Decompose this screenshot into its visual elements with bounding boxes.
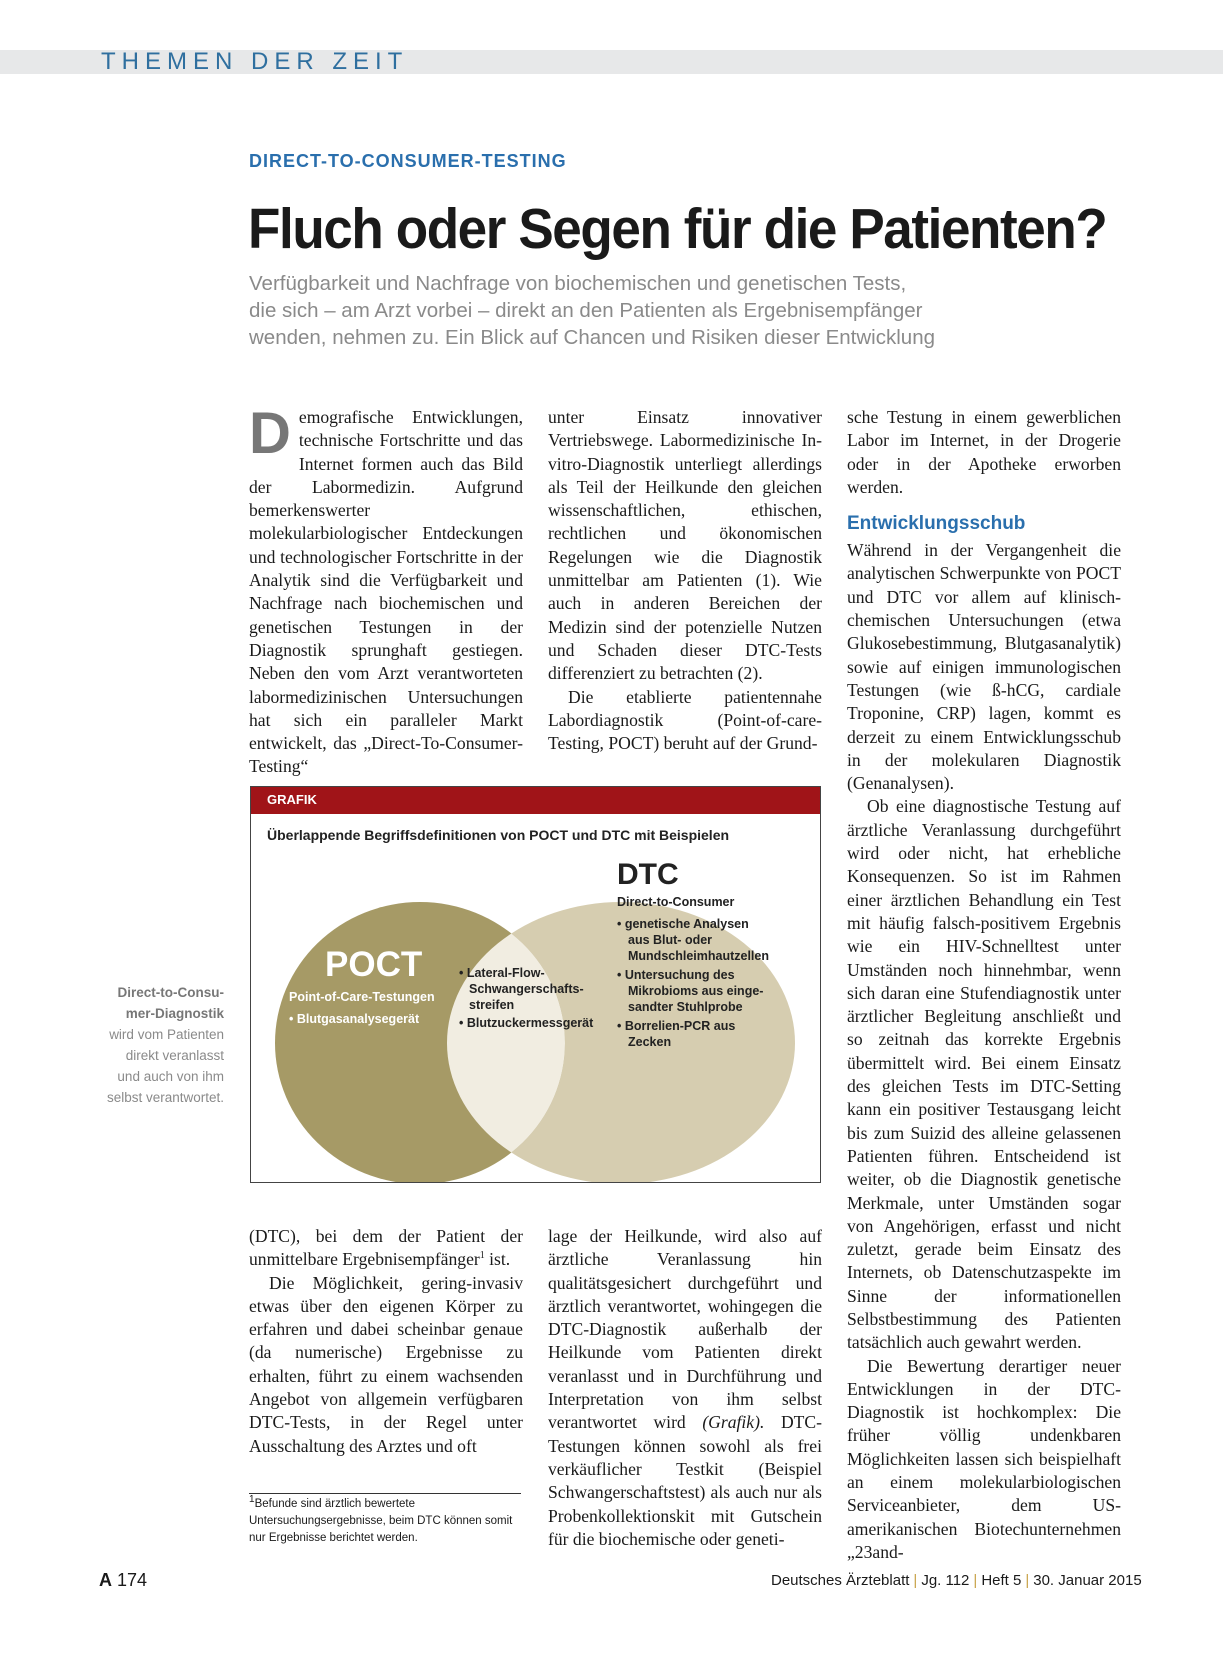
- overlap-line: Schwangerschafts-: [469, 982, 584, 996]
- dtc-line: • genetische Analysen: [617, 917, 749, 931]
- paragraph: Die Bewertung derartiger neuer Entwicklungen in der DTC-Diagnostik ist hochkomplex: Die früher völlig undenkbaren Möglichkeiten lassen sich beispielhaft an einem molekularbiologischen Serviceanbieter, dem US-amerikanischen Biotechunternehmen „23and-: [847, 1355, 1121, 1562]
- journal-date: 30. Januar 2015: [1033, 1572, 1142, 1589]
- venn-diagram: [251, 787, 820, 1182]
- section-label: THEMEN DER ZEIT: [101, 48, 409, 75]
- margin-note-line: direkt veranlasst: [125, 1048, 224, 1063]
- graphic-reference: (Grafik).: [702, 1412, 765, 1433]
- poct-abbr: POCT: [325, 945, 423, 984]
- column-1-top: [249, 401, 523, 779]
- dtc-line: Mikrobioms aus einge-: [628, 984, 764, 998]
- lead-line: Verfügbarkeit und Nachfrage von biochemischen und genetischen Tests,: [249, 272, 907, 295]
- dtc-full: Direct-to-Consumer: [617, 895, 735, 909]
- paragraph-end: ist.: [484, 1249, 511, 1270]
- column-2-bottom: [548, 1225, 822, 1551]
- margin-note-line: wird vom Patienten: [109, 1027, 224, 1042]
- dropcap: D: [249, 401, 291, 466]
- page-number: [99, 1570, 147, 1591]
- lead-line: wenden, nehmen zu. Ein Blick auf Chancen und Risiken dieser Entwicklung: [249, 326, 935, 349]
- dtc-line: Mundschleimhautzellen: [628, 949, 769, 963]
- dtc-line: sandter Stuhlprobe: [628, 1000, 743, 1014]
- journal-footer: Deutsches Ärzteblatt | Jg. 112 | Heft 5 | 30. Januar 2015: [771, 1572, 1142, 1589]
- paragraph: Ob eine diagnostische Testung auf ärztliche Veranlassung durchgeführt wird oder nicht, hat erhebliche Konsequenzen. So ist im Rahmen einer ärztlichen Behandlung ein Test mit häufig falsch-positivem Ergebnis wie ein HIV-Schnelltest unter Umständen noch hinnehmbar, wenn sich daran eine Stufendiagnostik unter ärztlicher Begleitung anschließt und so zeitnah das korrekte Ergebnis übermittelt wird. Bei einem Einsatz des gleichen Tests im DTC-Setting kann ein positiver Testausgang leicht bis zum Suizid des alleine gelassenen Patienten führen. Entscheidend ist weiter, ob die Diagnostik genetische Merkmale, unter Umständen sogar von Angehörigen, erfasst und nicht zuletzt, gerade beim Einsatz des Internets, ob Datenschutzaspekte im Sinne der informationellen Selbstbestimmung des Patienten tatsächlich auch gewahrt werden.: [847, 796, 1121, 1353]
- margin-note-bold: Direct-to-Consu-: [117, 985, 224, 1000]
- footnote-marker: 1: [479, 1250, 485, 1262]
- paragraph: unter Einsatz innovativer Vertriebswege. Labormedizinische In-vitro-Diagnostik unterliegt allerdings als Teil der Heilkunde den gleichen wissenschaftlichen, ethischen, rechtlichen und ökonomischen Regelungen wie die Diagnostik unmittelbar am Patienten (1). Wie auch in anderen Bereichen der Medizin sind der potenzielle Nutzen und Schaden dieser DTC-Tests differenziert zu betrachten (2).: [548, 407, 822, 684]
- margin-note: [98, 982, 224, 1108]
- paragraph: lage der Heilkunde, wird also auf ärztliche Veranlassung hin qualitätsgesichert durchgeführt und ärztlich verantwortet, wohingegen die DTC-Diagnostik außerhalb der Heilkunde vom Patienten direkt veranlasst und in Durchführung und Interpretation von ihm selbst verantwortet wird: [548, 1226, 822, 1433]
- lead-line: die sich – am Arzt vorbei – direkt an den Patienten als Ergebnisempfänger: [249, 299, 923, 322]
- paragraph: emografische Entwicklungen, technische Fortschritte und das Internet formen auch das Bild der Labormedizin. Aufgrund bemerkenswerter molekularbiologischer Entdeckungen und technologischer Fortschritte in der Analytik sind die Verfügbarkeit und Nachfrage nach biochemischen und genetischen Testungen in der Diagnostik sprunghaft gestiegen. Neben den vom Arzt verantworteten labormedizinischen Untersuchungen hat sich ein paralleler Markt entwickelt, das „Direct-To-Consumer-Testing“: [249, 407, 523, 777]
- dtc-line: • Untersuchung des: [617, 968, 735, 982]
- paragraph: (DTC), bei dem der Patient der unmittelbare Ergebnisempfänger: [249, 1226, 523, 1270]
- overlap-line: • Blutzuckermessgerät: [459, 1016, 594, 1030]
- overlap-line: • Lateral-Flow-: [459, 966, 545, 980]
- dtc-line: aus Blut- oder: [628, 933, 713, 947]
- dtc-line: Zecken: [628, 1035, 672, 1049]
- subheading: Entwicklungsschub: [847, 513, 1026, 535]
- footnote-rule: [249, 1493, 521, 1494]
- poct-full: Point-of-Care-Testungen: [289, 990, 435, 1004]
- article-title: Fluch oder Segen für die Patienten?: [248, 197, 1107, 261]
- journal-volume: Jg. 112: [921, 1572, 970, 1589]
- venn-graphic: [250, 786, 821, 1183]
- margin-note-line: selbst verantwortet.: [106, 1090, 224, 1105]
- dtc-abbr: DTC: [617, 858, 679, 891]
- dtc-line: • Borrelien-PCR aus: [617, 1019, 736, 1033]
- poct-example: • Blutgasanalysegerät: [289, 1012, 420, 1026]
- journal-name: Deutsches Ärzteblatt: [771, 1572, 910, 1589]
- paragraph: Während in der Vergangenheit die analytischen Schwerpunkte von POCT und DTC vor allem auf klinisch-chemischen Untersuchungen (etwa Glukosebestimmung, Blutgasanalytik) sowie auf einigen immunologischen Testungen (wie ß-hCG, cardiale Troponine, CRP) lagen, kommt es derzeit zu einem Entwicklungsschub in der molekularen Diagnostik (Genanalysen).: [847, 540, 1121, 794]
- paragraph: DTC-Testungen können sowohl als frei verkäuflicher Testkit (Beispiel Schwangerschaftstest) als auch nur als Probenkollektionskit mit Gutschein für die biochemische oder geneti-: [548, 1412, 822, 1549]
- article-kicker: DIRECT-TO-CONSUMER-TESTING: [249, 151, 567, 171]
- page-number-value: 174: [117, 1570, 148, 1590]
- footnote-number: 1: [249, 1494, 255, 1506]
- journal-issue: Heft 5: [981, 1572, 1022, 1589]
- paragraph: sche Testung in einem gewerblichen Labor im Internet, in der Drogerie oder in der Apotheke erworben werden.: [847, 407, 1121, 497]
- column-2-top: [548, 406, 822, 755]
- footnote: [249, 1496, 521, 1547]
- page-prefix: A: [99, 1570, 112, 1590]
- column-1-bottom: [249, 1225, 523, 1458]
- margin-note-bold: mer-Diagnostik: [125, 1006, 224, 1021]
- column-3: [847, 406, 1121, 1564]
- graphic-label: GRAFIK: [267, 792, 317, 807]
- graphic-title: Überlappende Begriffsdefinitionen von POCT und DTC mit Beispielen: [267, 827, 730, 843]
- article-lead: [249, 270, 1079, 351]
- paragraph: Die etablierte patientennahe Labordiagnostik (Point-of-care-Testing, POCT) beruht auf der Grund-: [548, 686, 822, 754]
- footnote-text: Befunde sind ärztlich bewertete Untersuchungsergebnisse, beim DTC können somit nur Ergebnisse berichtet werden.: [249, 1498, 513, 1544]
- paragraph: Die Möglichkeit, gering-invasiv etwas über den eigenen Körper zu erfahren und dabei scheinbar genaue (da numerische) Ergebnisse zu erhalten, führt zu einem wachsenden Angebot von allgemein verfügbaren DTC-Tests, in der Regel unter Ausschaltung des Arztes und oft: [249, 1272, 523, 1456]
- overlap-line: streifen: [469, 998, 515, 1012]
- margin-note-line: und auch von ihm: [117, 1069, 224, 1084]
